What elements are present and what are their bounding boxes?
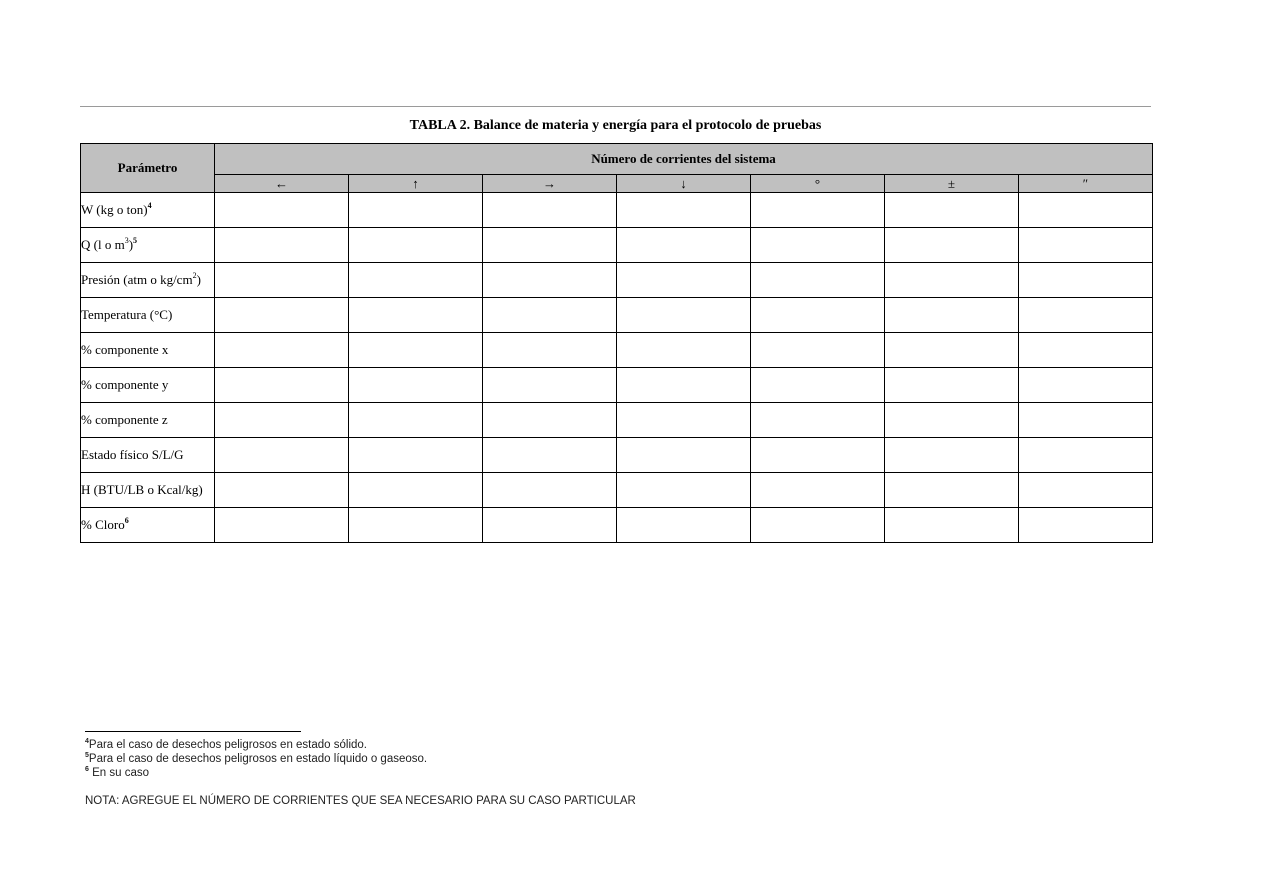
table-cell [1019,298,1153,333]
table-cell [751,508,885,543]
table-cell [215,333,349,368]
table-row [81,298,1153,333]
table-cell [483,368,617,403]
table-cell [483,403,617,438]
table-cell [617,333,751,368]
table-cell [751,473,885,508]
row-label-q: Q (l o $m^3)^5$ [81,228,215,263]
table-cell [349,263,483,298]
table-row [81,403,1153,438]
table-row [81,438,1153,473]
table-cell [483,193,617,228]
table-cell [617,193,751,228]
stream-symbol-plus-minus: ± [885,175,1019,193]
table-cell [1019,403,1153,438]
table-cell [349,438,483,473]
table-title: TABLA 2. Balance de materia y energía para el protocolo de pruebas [409,118,822,133]
table-cell [1019,333,1153,368]
table-cell [215,298,349,333]
table-cell [215,403,349,438]
table-row [81,368,1153,403]
table-cell [349,473,483,508]
table-cell [617,508,751,543]
table-cell [617,403,751,438]
table-cell [751,263,885,298]
table-cell [617,263,751,298]
table-cell [483,473,617,508]
note-text: NOTA: AGREGUE EL NÚMERO DE CORRIENTES QUE SEA NECESARIO PARA SU CASO PARTICULAR [85,795,636,807]
table-row [81,193,1153,228]
table-cell [885,508,1019,543]
table-cell [215,263,349,298]
footnotes [85,738,427,780]
table-cell [885,228,1019,263]
table-cell [483,263,617,298]
table-row [81,228,1153,263]
table-cell [751,403,885,438]
table-cell [617,473,751,508]
table-cell [215,368,349,403]
parameter-header: Parámetro [81,144,215,193]
table-cell [1019,438,1153,473]
table-cell [885,368,1019,403]
row-label-temperatura: Temperatura (°C) [81,298,215,333]
stream-symbol-double-prime: ″ [1019,175,1153,193]
table-cell [751,193,885,228]
table-cell [1019,508,1153,543]
stream-symbol-left-arrow: ← [215,175,349,193]
stream-symbol-up-arrow: ↑ [349,175,483,193]
table-cell [885,193,1019,228]
table-cell [215,438,349,473]
table-row [81,473,1153,508]
table-cell [885,263,1019,298]
stream-symbol-degree: ° [751,175,885,193]
footnote-5: $^5$Para el caso de desechos peligrosos en estado líquido o gaseoso. [85,752,428,765]
table-cell [885,473,1019,508]
top-rule [80,106,1151,107]
table-cell [885,438,1019,473]
stream-symbol-down-arrow: ↓ [617,175,751,193]
row-label-estado-fisico: Estado físico S/L/G [81,438,215,473]
table-cell [1019,228,1153,263]
table-cell [885,333,1019,368]
table-cell [617,298,751,333]
table-cell [885,298,1019,333]
footnote-separator [85,731,301,732]
table-cell [751,368,885,403]
table-cell [751,438,885,473]
table-cell [1019,473,1153,508]
table-cell [349,403,483,438]
table-cell [349,368,483,403]
table-cell [885,403,1019,438]
table-cell [349,333,483,368]
table-cell [483,438,617,473]
row-label-componente-z: % componente z [81,403,215,438]
table-cell [751,228,885,263]
table-cell [1019,193,1153,228]
table-cell [215,228,349,263]
table-row [81,263,1153,298]
streams-header: Número de corrientes del sistema [215,144,1153,175]
row-label-w: W (kg o ton)$^4$ [81,193,215,228]
table-cell [349,228,483,263]
table-cell [483,333,617,368]
table-cell [483,508,617,543]
table-cell [215,473,349,508]
row-label-h: H (BTU/LB o Kcal/kg) [81,473,215,508]
table-cell [483,298,617,333]
table-cell [751,298,885,333]
row-label-componente-y: % componente y [81,368,215,403]
table-cell [751,333,885,368]
table-row [81,508,1153,543]
table-cell [1019,368,1153,403]
table-cell [617,438,751,473]
table-cell [617,228,751,263]
table-cell [215,193,349,228]
table-cell [617,368,751,403]
stream-symbol-right-arrow: → [483,175,617,193]
table-cell [349,193,483,228]
table-row [81,333,1153,368]
table-cell [483,228,617,263]
balance-table [80,143,1153,543]
footnote-6: $^6$ En su caso [85,766,149,779]
footnote-4: $^4$Para el caso de desechos peligrosos en estado sólido. [85,738,368,751]
table-cell [349,298,483,333]
row-label-cloro: % Cloro$^6$ [81,508,215,543]
table-cell [349,508,483,543]
row-label-presion: Presión (atm o $kg/cm^2$) [81,263,215,298]
table-cell [1019,263,1153,298]
table-cell [215,508,349,543]
row-label-componente-x: % componente x [81,333,215,368]
